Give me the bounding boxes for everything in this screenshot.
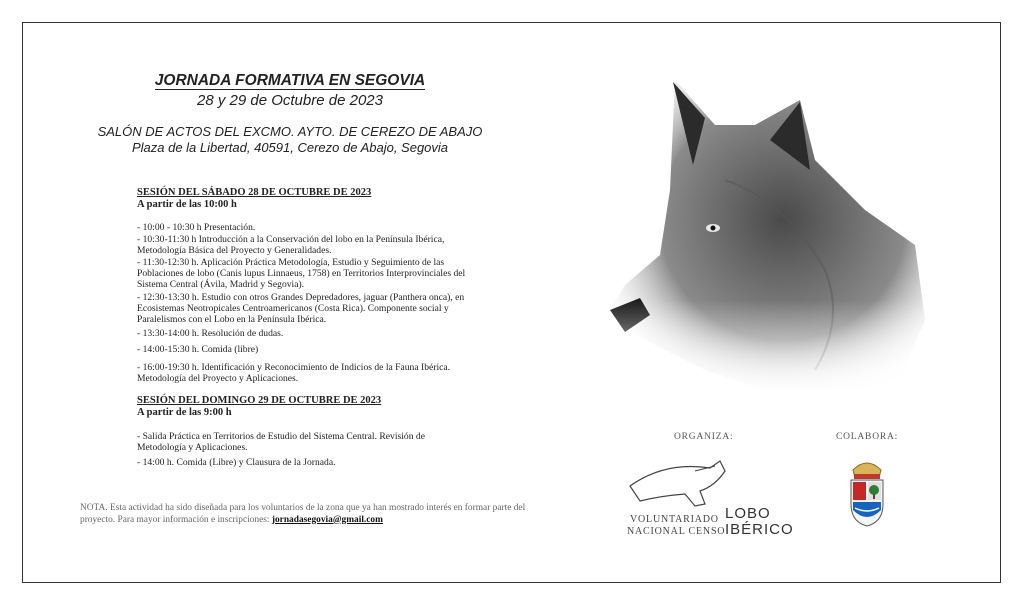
footer-note: NOTA. Esta actividad ha sido diseñada para los voluntarios de la zona que ya han mostrado interés en formar parte del proyecto. Para mayor información e inscripciones: jornadasegovia@gmail.com bbox=[80, 503, 526, 525]
logo-line1: VOLUNTARIADO bbox=[630, 514, 719, 525]
schedule-item: - 12:30-13:30 h. Estudio con otros Grandes Depredadores, jaguar (Panthera onca), en Ecosistemas Neotropicales Centroamericanos (Costa Rica). Componente social y Paralelismos con el Lobo en la Península Ibérica. bbox=[137, 292, 465, 326]
contact-email-link[interactable]: jornadasegovia@gmail.com bbox=[271, 514, 383, 525]
schedule-item: - 10:30-11:30 h Introducción a la Conservación del lobo en la Península Ibérica, Metodología Básica del Proyecto y Generalidades. bbox=[137, 234, 445, 257]
event-venue: SALÓN DE ACTOS DEL EXCMO. AYTO. DE CEREZO DE ABAJO bbox=[97, 124, 483, 139]
schedule-item: - Salida Práctica en Territorios de Estudio del Sistema Central. Revisión de Metodología y Aplicaciones. bbox=[137, 431, 425, 454]
saturday-session-start: A partir de las 10:00 h bbox=[137, 199, 237, 210]
town-crest-icon bbox=[843, 452, 891, 530]
sunday-session-title: SESIÓN DEL DOMINGO 29 DE OCTUBRE DE 2023 bbox=[137, 395, 382, 406]
event-address: Plaza de la Libertad, 40591, Cerezo de Abajo, Segovia bbox=[131, 140, 449, 155]
schedule-item: - 10:00 - 10:30 h Presentación. bbox=[137, 222, 256, 233]
schedule-item: - 14:00-15:30 h. Comida (libre) bbox=[137, 344, 259, 355]
lobo-iberico-logo bbox=[625, 456, 800, 536]
organiza-label: ORGANIZA: bbox=[674, 432, 734, 442]
wolf-photo bbox=[565, 70, 935, 400]
logo-brand1: LOBO bbox=[725, 505, 771, 522]
logo-line2: NACIONAL CENSO bbox=[627, 526, 726, 536]
event-title: JORNADA FORMATIVA EN SEGOVIA bbox=[154, 72, 426, 89]
schedule-item: - 13:30-14:00 h. Resolución de dudas. bbox=[137, 328, 284, 339]
event-dates: 28 y 29 de Octubre de 2023 bbox=[197, 92, 383, 109]
saturday-session-title: SESIÓN DEL SÁBADO 28 DE OCTUBRE DE 2023 bbox=[137, 187, 372, 198]
colabora-label: COLABORA: bbox=[836, 432, 899, 442]
logo-brand2: IBÉRICO bbox=[725, 521, 794, 536]
sunday-session-start: A partir de las 9:00 h bbox=[137, 407, 232, 418]
schedule-item: - 16:00-19:30 h. Identificación y Reconocimiento de Indicios de la Fauna Ibérica. Metodología del Proyecto y Aplicaciones. bbox=[137, 362, 451, 385]
schedule-item: - 14:00 h. Comida (Libre) y Clausura de la Jornada. bbox=[137, 457, 336, 468]
schedule-item: - 11:30-12:30 h. Aplicación Práctica Metodología, Estudio y Seguimiento de las Poblaciones de lobo (Canis lupus Linnaeus, 1758) en Territorios Interprovinciales del Sistema Central (Ávila, Madrid y Segovia). bbox=[137, 257, 466, 291]
